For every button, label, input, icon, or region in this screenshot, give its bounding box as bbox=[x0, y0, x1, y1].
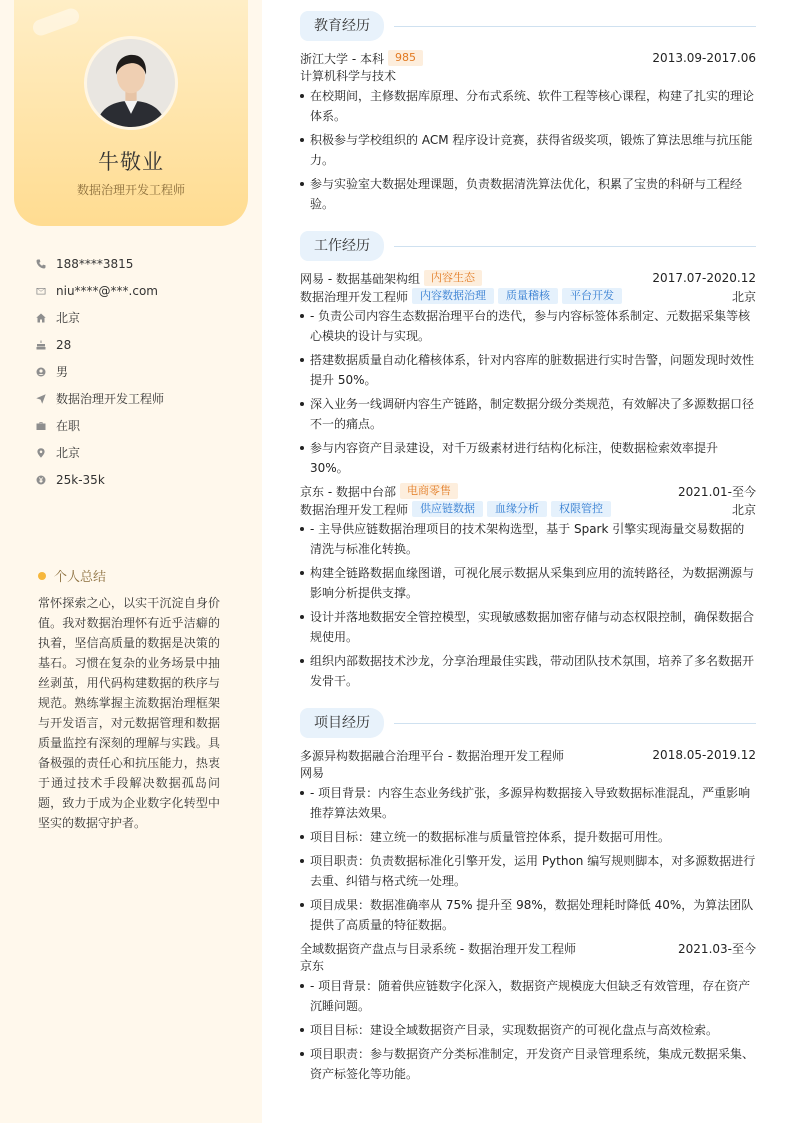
work-header-row bbox=[300, 482, 756, 500]
decorative-pill bbox=[31, 6, 82, 37]
bullet-item: 项目目标：建立统一的数据标准与质量管控体系，提升数据可用性。 bbox=[300, 827, 756, 847]
work-item bbox=[300, 269, 756, 478]
project-date: 2018.05-2019.12 bbox=[652, 748, 756, 762]
bullet-item: - 负责公司内容生态数据治理平台的迭代，参与内容标签体系制定、元数据采集等核心模块的设计与实现。 bbox=[300, 306, 756, 346]
home-icon bbox=[36, 313, 56, 323]
bullet-item: 参与实验室大数据处理课题，负责数据清洗算法优化，积累了宝贵的科研与工程经验。 bbox=[300, 174, 756, 214]
contact-text: 北京 bbox=[56, 446, 81, 460]
project-header-row bbox=[300, 939, 756, 957]
bullet-item: - 项目背景：内容生态业务线扩张，多源异构数据接入导致数据标准混乱，严重影响推荐算法效果。 bbox=[300, 783, 756, 823]
bullet-item: - 项目背景：随着供应链数字化深入，数据资产规模庞大但缺乏有效管理，存在资产沉睡问题。 bbox=[300, 976, 756, 1016]
skill-tag: 平台开发 bbox=[562, 288, 622, 304]
contact-list bbox=[36, 250, 246, 493]
contact-residence bbox=[36, 304, 246, 331]
send-icon bbox=[36, 394, 56, 404]
project-org: 网易 bbox=[300, 766, 325, 780]
section-title: 教育经历 bbox=[300, 11, 384, 41]
phone-icon bbox=[36, 259, 56, 269]
section-divider bbox=[394, 26, 756, 27]
project-bullets bbox=[300, 783, 756, 935]
work-city: 北京 bbox=[731, 502, 756, 517]
bullet-dot-icon bbox=[38, 572, 46, 580]
bullet-item: 在校期间，主修数据库原理、分布式系统、软件工程等核心课程，构建了扎实的理论体系。 bbox=[300, 86, 756, 126]
cake-icon bbox=[36, 340, 56, 350]
contact-text: 25k-35k bbox=[56, 472, 105, 487]
skill-tag: 供应链数据 bbox=[412, 501, 483, 517]
work-bullets bbox=[300, 306, 756, 478]
bullet-item: 项目职责：参与数据资产分类标准制定，开发资产目录管理系统，集成元数据采集、资产标签化等功能。 bbox=[300, 1044, 756, 1084]
education-row bbox=[300, 49, 756, 67]
main-content bbox=[300, 10, 756, 1088]
contact-text: 数据治理开发工程师 bbox=[56, 392, 165, 406]
candidate-name: 牛敬业 bbox=[98, 150, 164, 174]
bullet-item: 深入业务一线调研内容生产链路，制定数据分级分类规范，有效解决了多源数据口径不一的痛点。 bbox=[300, 394, 756, 434]
bullet-item: 项目目标：建设全域数据资产目录，实现数据资产的可视化盘点与高效检索。 bbox=[300, 1020, 756, 1040]
education-item bbox=[300, 49, 756, 214]
avatar bbox=[84, 36, 178, 130]
contact-salary bbox=[36, 466, 246, 493]
work-role-row bbox=[300, 287, 756, 305]
candidate-title: 数据治理开发工程师 bbox=[76, 183, 185, 197]
skill-tag: 权限管控 bbox=[551, 501, 611, 517]
contact-text: 北京 bbox=[56, 311, 81, 325]
contact-target-city bbox=[36, 439, 246, 466]
contact-email bbox=[36, 277, 246, 304]
profile-header bbox=[14, 0, 248, 226]
work-date: 2017.07-2020.12 bbox=[652, 271, 756, 285]
project-item bbox=[300, 939, 756, 1084]
gender-icon bbox=[36, 367, 56, 377]
bullet-item: 项目成果：数据准确率从 75% 提升至 98%，数据处理耗时降低 40%，为算法团队提供了高质量的特征数据。 bbox=[300, 895, 756, 935]
sidebar bbox=[0, 0, 262, 1123]
company-name: 网易 - 数据基础架构组 bbox=[300, 271, 420, 286]
project-date: 2021.03-至今 bbox=[678, 941, 756, 956]
briefcase-icon bbox=[36, 421, 56, 431]
summary-heading-text: 个人总结 bbox=[54, 570, 107, 585]
contact-age bbox=[36, 331, 246, 358]
project-bullets bbox=[300, 976, 756, 1084]
contact-status bbox=[36, 412, 246, 439]
bullet-item: 设计并落地数据安全管控模型，实现敏感数据加密存储与动态权限控制，确保数据合规使用。 bbox=[300, 607, 756, 647]
contact-target-role bbox=[36, 385, 246, 412]
work-section-heading bbox=[300, 230, 756, 262]
bullet-item: 积极参与学校组织的 ACM 程序设计竞赛，获得省级奖项，锻炼了算法思维与抗压能力。 bbox=[300, 130, 756, 170]
contact-text: 在职 bbox=[56, 419, 81, 433]
work-header-row bbox=[300, 269, 756, 287]
project-name: 全域数据资产盘点与目录系统 - 数据治理开发工程师 bbox=[300, 941, 576, 956]
location-pin-icon bbox=[36, 448, 56, 458]
bullet-item: 组织内部数据技术沙龙，分享治理最佳实践，带动团队技术氛围，培养了多名数据开发骨干。 bbox=[300, 651, 756, 691]
bullet-item: 构建全链路数据血缘图谱，可视化展示数据从采集到应用的流转路径，为数据溯源与影响分析提供支撑。 bbox=[300, 563, 756, 603]
bullet-item: 参与内容资产目录建设，对千万级素材进行结构化标注，使数据检索效率提升 30%。 bbox=[300, 438, 756, 478]
section-divider bbox=[394, 723, 756, 724]
skill-tag: 内容数据治理 bbox=[412, 288, 494, 304]
section-title: 项目经历 bbox=[300, 708, 384, 738]
bullet-item: 搭建数据质量自动化稽核体系，针对内容库的脏数据进行实时告警，问题发现时效性提升 50%。 bbox=[300, 350, 756, 390]
work-item bbox=[300, 482, 756, 691]
contact-gender bbox=[36, 358, 246, 385]
education-bullets bbox=[300, 86, 756, 214]
salary-icon bbox=[36, 475, 56, 485]
summary-text: 常怀探索之心，以实干沉淀自身价值。我对数据治理怀有近乎洁癖的执着，坚信高质量的数据是决策的基石。习惯在复杂的业务场景中抽丝剥茧，用代码构建数据的秩序与规范。熟练掌握主流数据治理框架与开发语言，对元数据管理和数据质量监控有深刻的理解与实践。具备极强的责任心和抗压能力，热衷于通过技术手段解决数据孤岛问题，致力于成为企业数字化转型中坚实的数据守护者。 bbox=[38, 596, 220, 830]
education-section-heading bbox=[300, 10, 756, 42]
contact-text: 男 bbox=[56, 365, 69, 379]
work-city: 北京 bbox=[731, 289, 756, 304]
project-name: 多源异构数据融合治理平台 - 数据治理开发工程师 bbox=[300, 748, 564, 763]
work-bullets bbox=[300, 519, 756, 691]
work-role-row bbox=[300, 500, 756, 518]
major: 计算机科学与技术 bbox=[300, 69, 397, 83]
role-name: 数据治理开发工程师 bbox=[300, 502, 409, 517]
company-name: 京东 - 数据中台部 bbox=[300, 484, 396, 499]
section-divider bbox=[394, 246, 756, 247]
project-org: 京东 bbox=[300, 959, 325, 973]
section-title: 工作经历 bbox=[300, 231, 384, 261]
bullet-item: - 主导供应链数据治理项目的技术架构选型，基于 Spark 引擎实现海量交易数据的清洗与标准化转换。 bbox=[300, 519, 756, 559]
project-section-heading bbox=[300, 707, 756, 739]
contact-text: 28 bbox=[56, 337, 72, 352]
role-name: 数据治理开发工程师 bbox=[300, 289, 409, 304]
industry-tag: 电商零售 bbox=[400, 483, 458, 499]
industry-tag: 内容生态 bbox=[424, 270, 482, 286]
skill-tag: 血缘分析 bbox=[487, 501, 547, 517]
school-tag: 985 bbox=[388, 50, 423, 66]
skill-tag: 质量稽核 bbox=[498, 288, 558, 304]
contact-phone bbox=[36, 250, 246, 277]
education-date: 2013.09-2017.06 bbox=[652, 51, 756, 65]
contact-text: niu****@***.com bbox=[56, 283, 158, 298]
project-header-row bbox=[300, 746, 756, 764]
project-item bbox=[300, 746, 756, 935]
work-date: 2021.01-至今 bbox=[678, 484, 756, 499]
school-name: 浙江大学 - 本科 bbox=[300, 51, 384, 66]
contact-text: 188****3815 bbox=[56, 256, 134, 271]
summary-heading bbox=[38, 566, 106, 585]
mail-icon bbox=[36, 286, 56, 296]
bullet-item: 项目职责：负责数据标准化引擎开发，运用 Python 编写规则脚本，对多源数据进行去重、纠错与格式统一处理。 bbox=[300, 851, 756, 891]
